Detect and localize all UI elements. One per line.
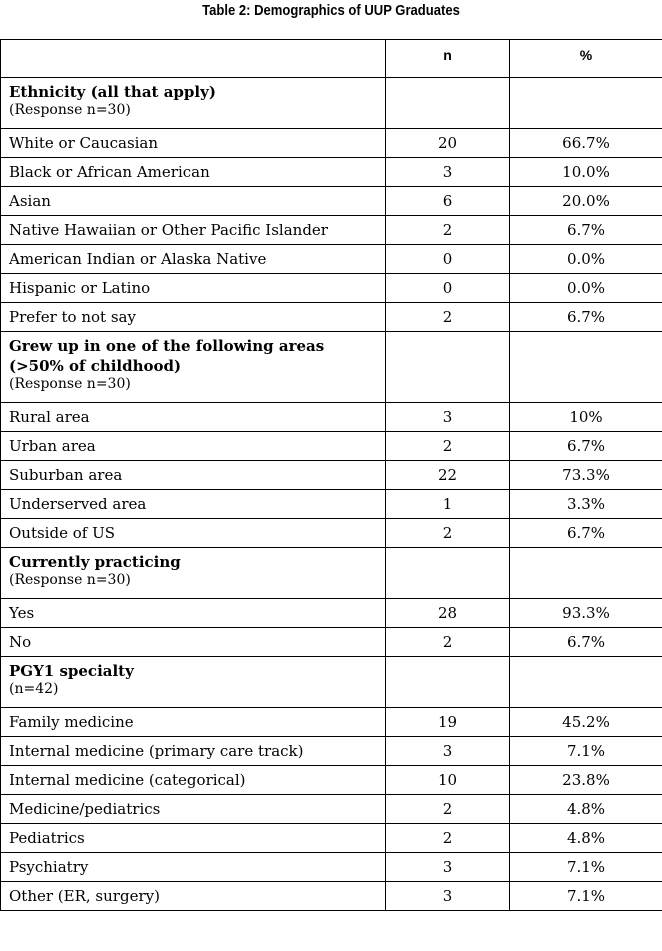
table-row <box>1 628 662 657</box>
table-caption: Table 2: Demographics of UUP Graduates <box>202 3 460 19</box>
row-percent: 66.7% <box>510 129 662 158</box>
row-label: Psychiatry <box>1 853 386 882</box>
table-row <box>1 245 662 274</box>
section-header-row <box>1 332 662 403</box>
section-title: Ethnicity (all that apply) <box>9 83 216 101</box>
row-label: Suburban area <box>1 461 386 490</box>
section-percent-cell <box>510 657 662 708</box>
table-row <box>1 519 662 548</box>
row-n: 2 <box>386 824 510 853</box>
row-label: Urban area <box>1 432 386 461</box>
row-label: Internal medicine (primary care track) <box>1 737 386 766</box>
row-label: Family medicine <box>1 708 386 737</box>
table-row <box>1 853 662 882</box>
row-n: 6 <box>386 187 510 216</box>
row-percent: 93.3% <box>510 599 662 628</box>
demographics-table <box>0 39 662 911</box>
row-percent: 10% <box>510 403 662 432</box>
section-subtitle: (Response n=30) <box>9 376 131 392</box>
row-n: 20 <box>386 129 510 158</box>
row-label: Other (ER, surgery) <box>1 882 386 911</box>
section-header-row <box>1 657 662 708</box>
row-label: Internal medicine (categorical) <box>1 766 386 795</box>
row-n: 2 <box>386 795 510 824</box>
row-percent: 45.2% <box>510 708 662 737</box>
table-row <box>1 599 662 628</box>
row-percent: 0.0% <box>510 245 662 274</box>
table-row <box>1 158 662 187</box>
row-label: American Indian or Alaska Native <box>1 245 386 274</box>
row-percent: 7.1% <box>510 882 662 911</box>
section-subtitle: (Response n=30) <box>9 102 131 118</box>
section-percent-cell <box>510 78 662 129</box>
row-label: Rural area <box>1 403 386 432</box>
row-n: 1 <box>386 490 510 519</box>
section-percent-cell <box>510 332 662 403</box>
section-header-cell <box>1 657 386 708</box>
row-n: 2 <box>386 432 510 461</box>
table-row <box>1 461 662 490</box>
section-title: Grew up in one of the following areas (>50% of childhood) <box>9 337 325 375</box>
table-row <box>1 882 662 911</box>
row-n: 0 <box>386 245 510 274</box>
row-n: 2 <box>386 628 510 657</box>
table-row <box>1 795 662 824</box>
row-label: White or Caucasian <box>1 129 386 158</box>
table-row <box>1 490 662 519</box>
row-percent: 6.7% <box>510 216 662 245</box>
section-title: Currently practicing <box>9 553 181 571</box>
row-n: 2 <box>386 519 510 548</box>
section-title: PGY1 specialty <box>9 662 134 680</box>
row-label: Medicine/pediatrics <box>1 795 386 824</box>
section-header-cell <box>1 78 386 129</box>
row-percent: 20.0% <box>510 187 662 216</box>
section-subtitle: (n=42) <box>9 681 59 697</box>
table-row <box>1 187 662 216</box>
table-row <box>1 216 662 245</box>
row-n: 2 <box>386 216 510 245</box>
section-header-row <box>1 78 662 129</box>
row-percent: 0.0% <box>510 274 662 303</box>
row-n: 2 <box>386 303 510 332</box>
table-row <box>1 403 662 432</box>
row-label: Asian <box>1 187 386 216</box>
section-header-cell <box>1 548 386 599</box>
table-row <box>1 708 662 737</box>
row-percent: 7.1% <box>510 737 662 766</box>
row-label: Yes <box>1 599 386 628</box>
row-percent: 3.3% <box>510 490 662 519</box>
row-percent: 73.3% <box>510 461 662 490</box>
row-percent: 6.7% <box>510 432 662 461</box>
row-n: 3 <box>386 403 510 432</box>
row-label: No <box>1 628 386 657</box>
section-header-row <box>1 548 662 599</box>
section-subtitle: (Response n=30) <box>9 572 131 588</box>
header-n: n <box>386 40 510 78</box>
row-label: Underserved area <box>1 490 386 519</box>
row-percent: 7.1% <box>510 853 662 882</box>
table-row <box>1 824 662 853</box>
row-percent: 10.0% <box>510 158 662 187</box>
row-label: Native Hawaiian or Other Pacific Islander <box>1 216 386 245</box>
section-n-cell <box>386 548 510 599</box>
row-n: 3 <box>386 158 510 187</box>
header-blank <box>1 40 386 78</box>
row-n: 3 <box>386 853 510 882</box>
row-label: Hispanic or Latino <box>1 274 386 303</box>
section-n-cell <box>386 332 510 403</box>
row-percent: 4.8% <box>510 795 662 824</box>
row-percent: 6.7% <box>510 519 662 548</box>
row-percent: 6.7% <box>510 628 662 657</box>
row-label: Pediatrics <box>1 824 386 853</box>
row-percent: 6.7% <box>510 303 662 332</box>
row-label: Outside of US <box>1 519 386 548</box>
row-label: Black or African American <box>1 158 386 187</box>
row-n: 3 <box>386 737 510 766</box>
table-row <box>1 766 662 795</box>
section-n-cell <box>386 657 510 708</box>
table-row <box>1 432 662 461</box>
row-percent: 4.8% <box>510 824 662 853</box>
row-label: Prefer to not say <box>1 303 386 332</box>
row-n: 28 <box>386 599 510 628</box>
table-row <box>1 274 662 303</box>
row-n: 0 <box>386 274 510 303</box>
header-percent: % <box>510 40 662 78</box>
section-header-cell <box>1 332 386 403</box>
table-row <box>1 303 662 332</box>
table-body <box>1 78 662 911</box>
table-row <box>1 737 662 766</box>
row-n: 22 <box>386 461 510 490</box>
header-row <box>1 40 662 78</box>
row-n: 19 <box>386 708 510 737</box>
table-row <box>1 129 662 158</box>
section-n-cell <box>386 78 510 129</box>
row-n: 3 <box>386 882 510 911</box>
row-percent: 23.8% <box>510 766 662 795</box>
section-percent-cell <box>510 548 662 599</box>
row-n: 10 <box>386 766 510 795</box>
